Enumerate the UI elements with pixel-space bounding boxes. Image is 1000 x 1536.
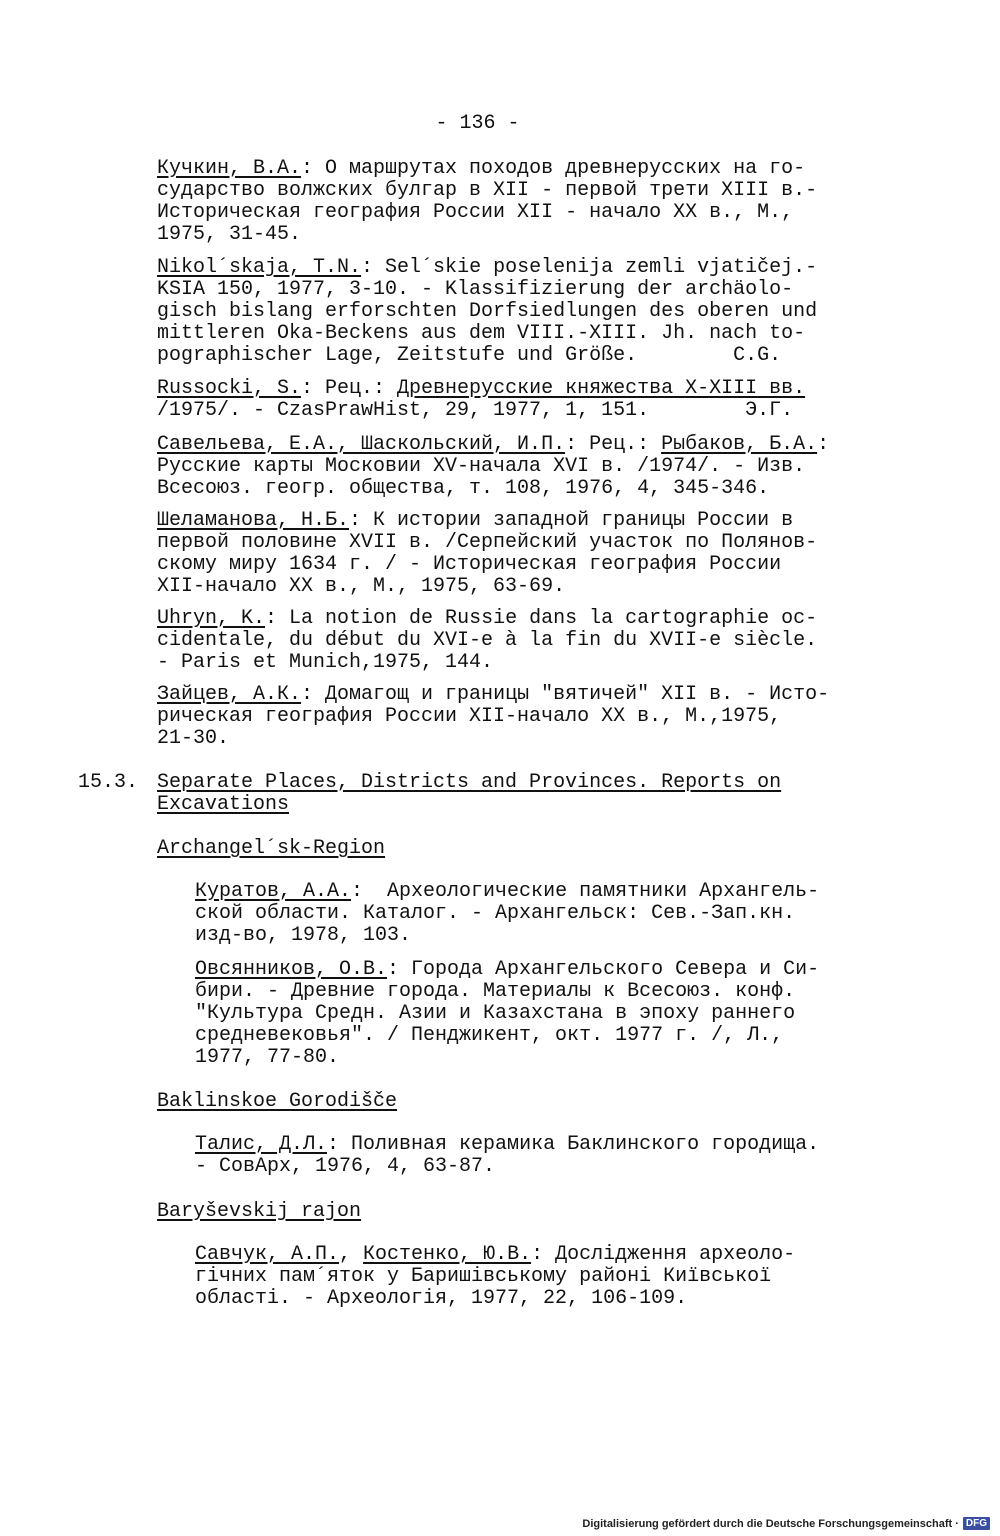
entry-text: : Поливная керамика Баклинского городища. (327, 1133, 820, 1156)
entry-line (157, 279, 897, 301)
page-number: - 136 - (435, 112, 520, 135)
entry-text: изд-во, 1978, 103. (195, 924, 412, 947)
entry-text: - Paris et Munich,1975, 144. (157, 651, 494, 674)
entry-line (157, 434, 897, 456)
entry-underlined-title: Костенко, Ю.В. (363, 1243, 532, 1266)
entry-line (195, 1244, 935, 1266)
entry-author: Шеламанова, Н.Б. (157, 509, 350, 532)
entry-text: Историческая география России XII - начало XX в., М., (157, 201, 794, 224)
entry-text: : Археологические памятники Архангель- (351, 880, 820, 903)
entry-line (157, 224, 897, 246)
entry-line (157, 345, 897, 367)
entry-text: : La notion de Russie dans la cartographie oc- (265, 607, 818, 630)
entry-text: : О маршрутах походов древнерусских на го- (301, 157, 806, 180)
entry-text: первой половине XVII в. /Серпейский участок по Полянов- (157, 531, 818, 554)
footer-text: Digitalisierung gefördert durch die Deutsche Forschungsgemeinschaft · (582, 1517, 959, 1530)
subsection-heading: Baryševskij rajon (157, 1200, 362, 1223)
bibliography-entry (195, 881, 935, 947)
entry-line (157, 202, 897, 224)
entry-text: : Рец.: (565, 433, 662, 456)
entry-underlined-title: Рыбаков, Б.А. (661, 433, 818, 456)
entry-line (157, 478, 897, 500)
entry-author: Uhryn, K. (157, 607, 266, 630)
entry-author: Талис, Д.Л. (195, 1133, 328, 1156)
entry-text: : Дослідження археоло- (531, 1243, 796, 1266)
entry-text: KSIA 150, 1977, 3-10. - Klassifizierung der archäolo- (157, 278, 794, 301)
section-title-line1: Separate Places, Districts and Provinces. Reports on (157, 771, 782, 794)
entry-line (157, 576, 897, 598)
entry-line (157, 456, 897, 478)
entry-underlined-title: Древнерусские княжества X-XIII вв. (397, 377, 806, 400)
entry-text: : Домагощ и границы "вятичей" XII в. - Исто- (301, 683, 830, 706)
entry-text: Всесоюз. геогр. общества, т. 108, 1976, 4, 345-346. (157, 477, 770, 500)
bibliography-entry (157, 608, 897, 674)
subsection-heading: Baklinskoe Gorodišče (157, 1090, 398, 1113)
bibliography-entry (157, 510, 897, 598)
entry-author: Савельева, Е.А., Шаскольский, И.П. (157, 433, 566, 456)
entry-line (157, 684, 897, 706)
entry-author: Кучкин, В.А. (157, 157, 302, 180)
entry-text: : Рец.: (301, 377, 398, 400)
entry-text: : К истории западной границы России в (349, 509, 794, 532)
entry-text: гічних пам´яток у Баришівському районі Київської (195, 1265, 772, 1288)
bibliography-entry (157, 257, 897, 367)
entry-line (157, 323, 897, 345)
entry-text: рическая география России XII-начало XX в., М.,1975, (157, 705, 782, 728)
bibliography-entry (195, 959, 935, 1069)
entry-text: : Города Архангельского Севера и Си- (387, 958, 820, 981)
entry-line (157, 301, 897, 323)
entry-text: сударство волжских булгар в XII - первой трети XIII в.- (157, 179, 818, 202)
entry-line (157, 158, 897, 180)
dfg-logo: DFG (963, 1517, 990, 1530)
subsection-heading: Archangel´sk-Region (157, 837, 386, 860)
entry-text: /1975/. - CzasPrawHist, 29, 1977, 1, 151. Э.Г. (157, 399, 794, 422)
entry-text: - СовАрх, 1976, 4, 63-87. (195, 1155, 496, 1178)
entry-text: Русские карты Московии XV-начала XVI в. /1974/. - Изв. (157, 455, 806, 478)
entry-text: "Культура Средн. Азии и Казахстана в эпоху раннего (195, 1002, 796, 1025)
entry-line (195, 925, 935, 947)
entry-line (157, 180, 897, 202)
entry-line (157, 630, 897, 652)
entry-text: : Sel´skie poselenija zemli vjatičej.- (361, 256, 818, 279)
entry-text: ской области. Каталог. - Архангельск: Сев.-Зап.кн. (195, 902, 796, 925)
bibliography-entry (157, 684, 897, 750)
entry-line (195, 881, 935, 903)
entry-line (195, 1134, 935, 1156)
entry-text: mittleren Oka-Beckens aus dem VIII.-XIII. Jh. nach to- (157, 322, 806, 345)
entry-line (195, 959, 935, 981)
entry-line (195, 1288, 935, 1310)
entry-author: Овсянников, О.В. (195, 958, 388, 981)
entry-text: cidentale, du début du XVI-e à la fin du XVII-e siècle. (157, 629, 818, 652)
entry-line (195, 903, 935, 925)
entry-text: бири. - Древние города. Материалы к Всесоюз. конф. (195, 980, 796, 1003)
section-number: 15.3. (78, 771, 139, 794)
entry-line (195, 1266, 935, 1288)
entry-line (157, 532, 897, 554)
section-title-line2: Excavations (157, 793, 290, 816)
entry-text: XII-начало XX в., М., 1975, 63-69. (157, 575, 566, 598)
bibliography-entry (157, 378, 897, 422)
entry-text: 21-30. (157, 727, 230, 750)
entry-line (157, 706, 897, 728)
bibliography-entry (157, 434, 897, 500)
entry-line (157, 652, 897, 674)
entry-text: , (339, 1243, 364, 1266)
entry-author: Russocki, S. (157, 377, 302, 400)
entry-line (195, 1003, 935, 1025)
entry-text: : (817, 433, 830, 456)
entry-line (157, 378, 897, 400)
entry-line (157, 400, 897, 422)
bibliography-entry (195, 1134, 935, 1178)
entry-line (157, 608, 897, 630)
entry-author: Савчук, А.П. (195, 1243, 340, 1266)
entry-author: Куратов, А.А. (195, 880, 352, 903)
entry-line (157, 257, 897, 279)
entry-line (195, 981, 935, 1003)
entry-text: pographischer Lage, Zeitstufe und Größe. C.G. (157, 344, 782, 367)
entry-line (195, 1025, 935, 1047)
entry-text: средневековья". / Пенджикент, окт. 1977 г. /, Л., (195, 1024, 784, 1047)
footer (582, 1517, 990, 1530)
entry-text: gisch bislang erforschten Dorfsiedlungen des oberen und (157, 300, 818, 323)
entry-line (195, 1047, 935, 1069)
entry-author: Зайцев, А.К. (157, 683, 302, 706)
entry-line (157, 728, 897, 750)
bibliography-entry (157, 158, 897, 246)
entry-author: Nikol´skaja, T.N. (157, 256, 362, 279)
entry-line (157, 554, 897, 576)
entry-text: області. - Археологія, 1977, 22, 106-109. (195, 1287, 688, 1310)
bibliography-entry (195, 1244, 935, 1310)
entry-line (195, 1156, 935, 1178)
entry-text: 1975, 31-45. (157, 223, 302, 246)
entry-text: 1977, 77-80. (195, 1046, 340, 1069)
entry-line (157, 510, 897, 532)
entry-text: скому миру 1634 г. / - Историческая география России (157, 553, 782, 576)
